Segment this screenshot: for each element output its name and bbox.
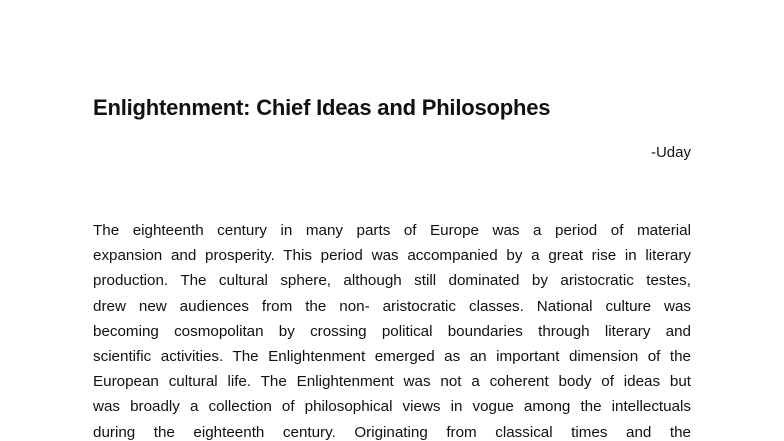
author-line: -Uday	[650, 144, 691, 161]
paragraph-line: becoming cosmopolitan by crossing political boundaries through literary and	[93, 322, 691, 340]
paragraph-line: The eighteenth century in many parts of Europe was a period of material	[93, 222, 691, 239]
body-paragraph	[93, 218, 691, 441]
paragraph-line: expansion and prosperity. This period was accompanied by a great rise in literary	[93, 247, 691, 265]
paragraph-line: scientific activities. The Enlightenment emerged as an important dimension of the	[93, 347, 691, 365]
document-title: Enlightenment: Chief Ideas and Philosophes	[93, 95, 551, 120]
paragraph-line: production. The cultural sphere, although still dominated by aristocratic testes,	[93, 272, 691, 290]
paragraph-line: during the eighteenth century. Originating from classical times and the	[93, 423, 691, 441]
paragraph-line: drew new audiences from the non- aristocratic classes. National culture was	[93, 297, 691, 315]
paragraph-line: European cultural life. The Enlightenment was not a coherent body of ideas but	[93, 373, 691, 391]
paragraph-line: was broadly a collection of philosophical views in vogue among the intellectuals	[93, 398, 691, 416]
